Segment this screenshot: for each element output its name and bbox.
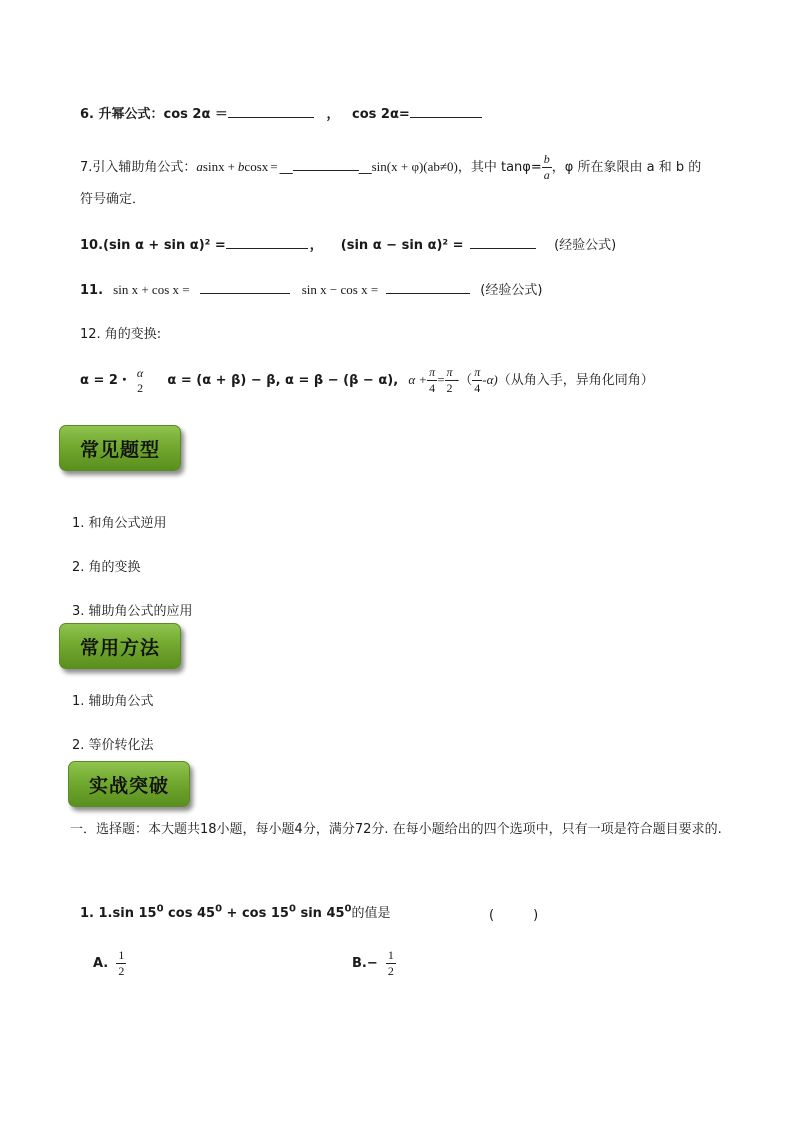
fraction-alpha-over-2 bbox=[135, 366, 145, 396]
numerator: π bbox=[474, 365, 481, 379]
sin-expression: sin(x + φ)(ab≠0) bbox=[371, 159, 458, 174]
equals-sign: = bbox=[270, 159, 278, 174]
fraction-b-over-a bbox=[542, 152, 552, 183]
answer-blank bbox=[226, 235, 308, 249]
list-item: 2. 角的变换 bbox=[72, 560, 141, 575]
formula-10-note: (经验公式) bbox=[554, 238, 617, 253]
blank-mark: __ bbox=[279, 160, 293, 175]
degree-sup: 0 bbox=[344, 903, 352, 915]
denominator: a bbox=[543, 168, 550, 182]
denominator: 2 bbox=[118, 964, 125, 978]
section-title-common-types: 常见题型 bbox=[59, 425, 181, 471]
answer-blank bbox=[200, 280, 290, 294]
blank-mark: __ bbox=[358, 160, 372, 175]
formula-7-suffix: ，φ 所在象限由 a 和 b 的 bbox=[551, 160, 702, 175]
denominator: 2 bbox=[446, 381, 453, 395]
numerator: 1 bbox=[387, 948, 394, 962]
option-label: A. bbox=[93, 956, 109, 971]
formula-7-prefix: 7.引入辅助角公式： bbox=[80, 160, 197, 175]
formula-11 bbox=[80, 279, 542, 298]
question-intro: 一．选择题：本大题共18小题，每小题4分，满分72分. 在每小题给出的四个选项中，只有一项是符合题目要求的. bbox=[70, 822, 722, 837]
answer-blank bbox=[293, 157, 359, 171]
minus-paren: -（ bbox=[454, 373, 473, 388]
var-a: a bbox=[196, 159, 203, 174]
formula-12-title: 12. 角的变换: bbox=[80, 327, 162, 342]
formula-6-label2: cos 2α= bbox=[352, 107, 410, 122]
var-b: b bbox=[237, 159, 245, 174]
plus-sign: + bbox=[227, 159, 235, 174]
formula-11-expr1: sin x + cos x = bbox=[113, 282, 190, 297]
equals-sign: = bbox=[437, 372, 445, 387]
formula-11-note: (经验公式) bbox=[480, 283, 543, 298]
fraction-pi-over-2 bbox=[445, 365, 455, 396]
formula-11-expr2: sin x − cos x = bbox=[301, 282, 379, 297]
sinx-text: sinx bbox=[202, 159, 225, 174]
q1-cos15: + cos 15 bbox=[222, 906, 289, 921]
denominator: 2 bbox=[137, 380, 144, 395]
formula-7-line2: 符号确定． bbox=[80, 192, 146, 207]
numerator: π bbox=[446, 365, 453, 379]
numerator: 1 bbox=[118, 948, 125, 962]
alpha-plus: α + bbox=[408, 372, 428, 387]
fraction-one-half bbox=[386, 948, 396, 979]
fraction-one-half bbox=[116, 948, 126, 979]
formula-11-num: 11. bbox=[80, 283, 104, 298]
degree-sup: 0 bbox=[288, 903, 296, 915]
degree-sup: 0 bbox=[215, 903, 223, 915]
list-item: 2. 等价转化法 bbox=[72, 738, 154, 753]
numerator: π bbox=[429, 365, 436, 379]
numerator: α bbox=[136, 365, 144, 380]
answer-blank bbox=[386, 280, 470, 294]
separator: ， bbox=[309, 238, 323, 253]
answer-blank bbox=[228, 104, 314, 118]
answer-blank bbox=[470, 235, 536, 249]
q1-cos45: cos 45 bbox=[163, 906, 216, 921]
option-label: B.− bbox=[352, 956, 378, 971]
section-title-common-methods: 常用方法 bbox=[59, 623, 181, 669]
q1-prefix: 1. 1.sin 15 bbox=[80, 906, 157, 921]
list-item: 3. 辅助角公式的应用 bbox=[72, 604, 193, 619]
denominator: 4 bbox=[429, 381, 436, 395]
formula-7 bbox=[80, 152, 701, 183]
formula-10-expr1: 10.(sin α + sin α)² = bbox=[80, 238, 226, 253]
formula-10 bbox=[80, 234, 616, 253]
formula-6 bbox=[80, 103, 482, 122]
denominator: 2 bbox=[387, 964, 394, 978]
question-1-stem bbox=[80, 902, 391, 921]
formula-12 bbox=[80, 364, 654, 397]
option-b[interactable] bbox=[352, 948, 396, 979]
answer-parentheses: ( ) bbox=[489, 908, 539, 923]
list-item: 1. 和角公式逆用 bbox=[72, 516, 167, 531]
formula-6-label: 6. 升幂公式：cos 2α ＝ bbox=[80, 107, 228, 122]
numerator: b bbox=[543, 152, 550, 166]
denominator: 4 bbox=[474, 381, 481, 395]
beta-expression: α = (α + β) − β, α = β − (β − α), bbox=[167, 373, 399, 388]
cosx-text: cosx bbox=[244, 159, 269, 174]
fraction-pi-over-4 bbox=[472, 365, 482, 396]
answer-blank bbox=[410, 104, 482, 118]
alpha-two: α = 2・ bbox=[80, 373, 131, 388]
formula-12-note: （从角入手，异角化同角） bbox=[497, 373, 654, 388]
separator: ， bbox=[326, 107, 340, 122]
q1-sin45: sin 45 bbox=[295, 906, 345, 921]
formula-7-mid: ，其中 tanφ= bbox=[457, 160, 542, 175]
degree-sup: 0 bbox=[156, 903, 164, 915]
option-a[interactable] bbox=[93, 948, 126, 979]
minus-alpha: -α) bbox=[482, 372, 498, 387]
fraction-pi-over-4 bbox=[427, 365, 437, 396]
section-title-practice: 实战突破 bbox=[68, 761, 190, 807]
list-item: 1. 辅助角公式 bbox=[72, 694, 154, 709]
formula-10-expr2: (sin α − sin α)² = bbox=[340, 238, 464, 253]
q1-suffix: 的值是 bbox=[351, 906, 391, 921]
